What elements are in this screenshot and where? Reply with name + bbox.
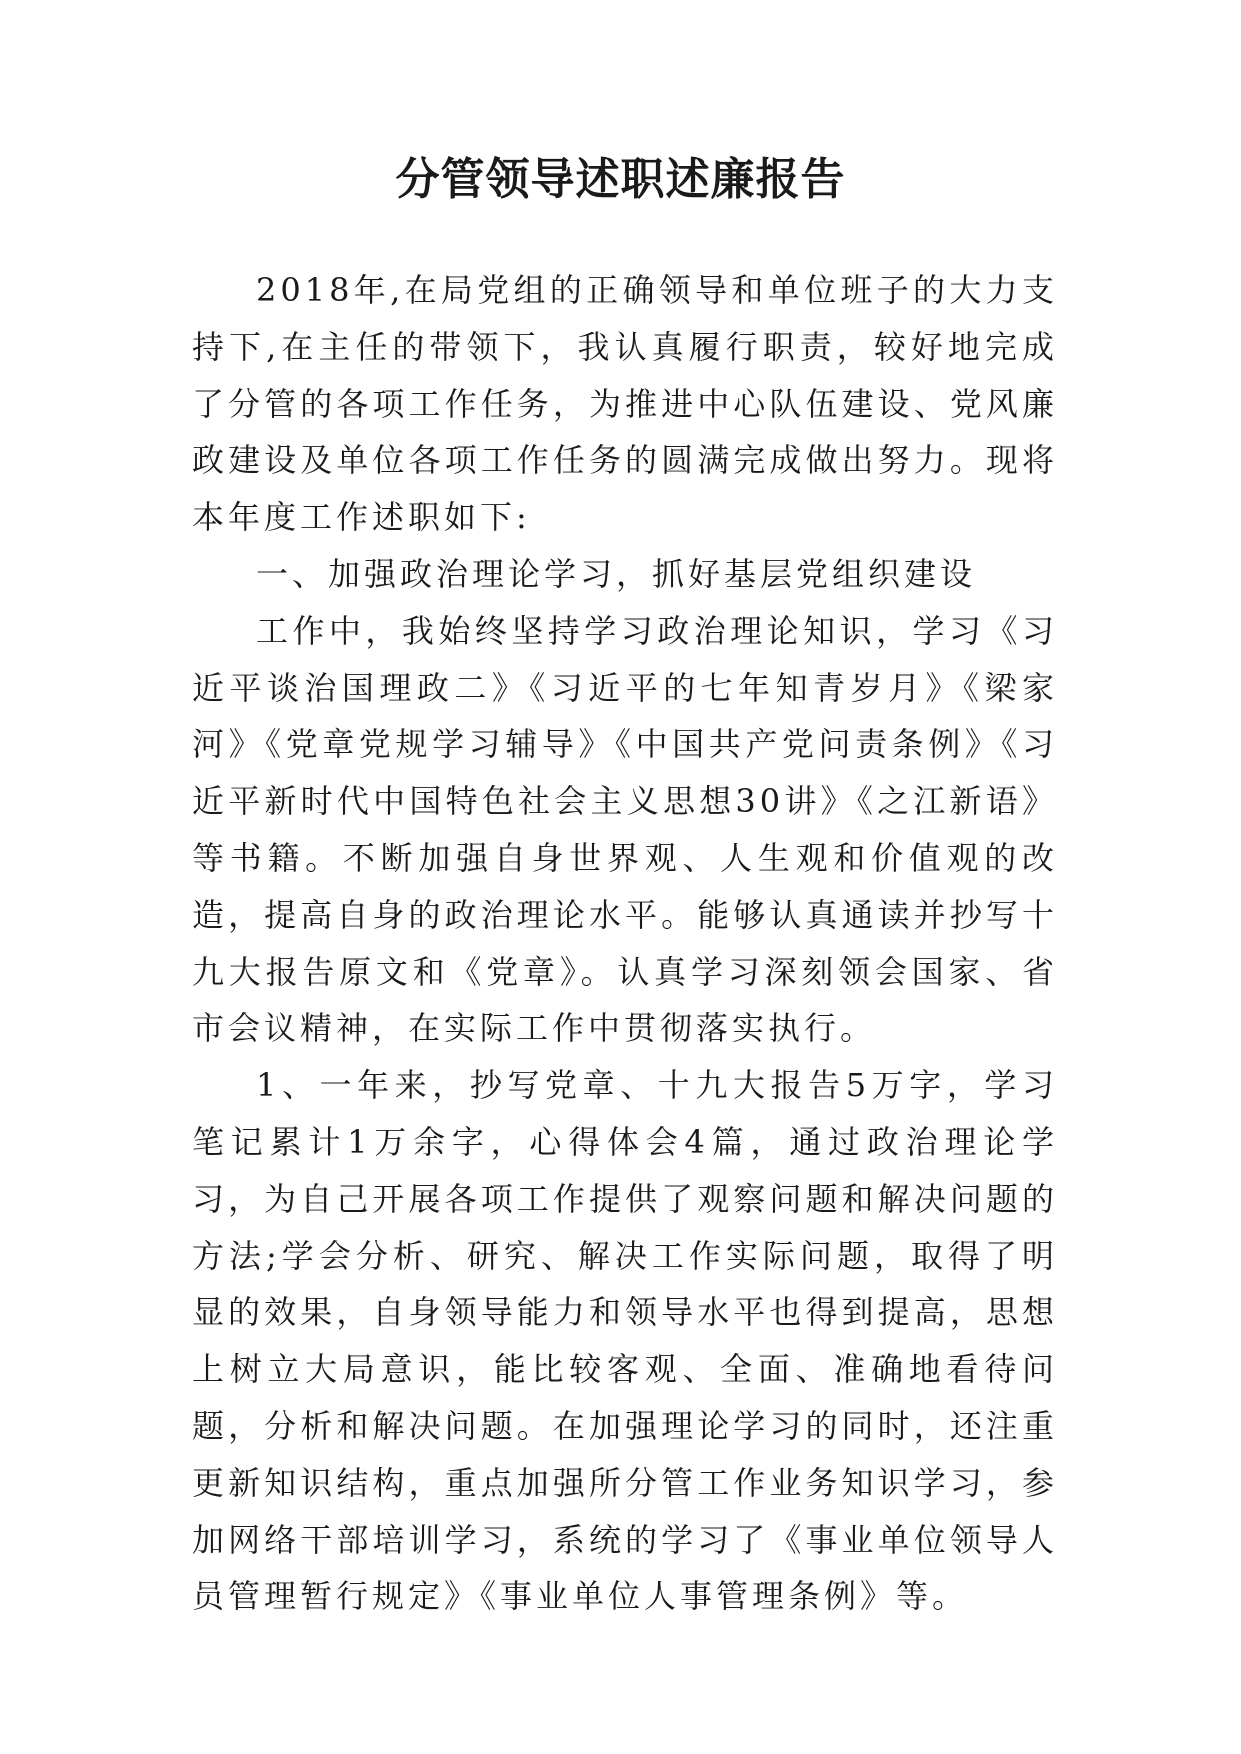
document-body [192,262,1058,1625]
paragraph-intro: 2018年,在局党组的正确领导和单位班子的大力支持下,在主任的带领下，我认真履行职责，较好地完成了分管的各项工作任务，为推进中心队伍建设、党风廉政建设及单位各项工作任务的圆满完成做出努力。现将本年度工作述职如下: [192,271,1058,537]
paragraph-study: 工作中，我始终坚持学习政治理论知识，学习《习近平谈治国理政二》《习近平的七年知青岁月》《梁家河》《党章党规学习辅导》《中国共产党问责条例》《习近平新时代中国特色社会主义思想30讲》《之江新语》等书籍。不断加强自身世界观、人生观和价值观的改造，提高自身的政治理论水平。能够认真通读并抄写十九大报告原文和《党章》。认真学习深刻领会国家、省市会议精神，在实际工作中贯彻落实执行。 [192,611,1058,1048]
paragraph-item-1: 1、一年来，抄写党章、十九大报告5万字，学习笔记累计1万余字，心得体会4篇，通过政治理论学习，为自己开展各项工作提供了观察问题和解决问题的方法;学会分析、研究、解决工作实际问题，取得了明显的效果，自身领导能力和领导水平也得到提高，思想上树立大局意识，能比较客观、全面、准确地看待问题，分析和解决问题。在加强理论学习的同时，还注重更新知识结构，重点加强所分管工作业务知识学习，参加网络干部培训学习，系统的学习了《事业单位领导人员管理暂行规定》《事业单位人事管理条例》等。 [192,1066,1058,1616]
section-heading-1: 一、加强政治理论学习，抓好基层党组织建设 [256,554,977,593]
document-title: 分管领导述职述廉报告 [395,154,846,205]
